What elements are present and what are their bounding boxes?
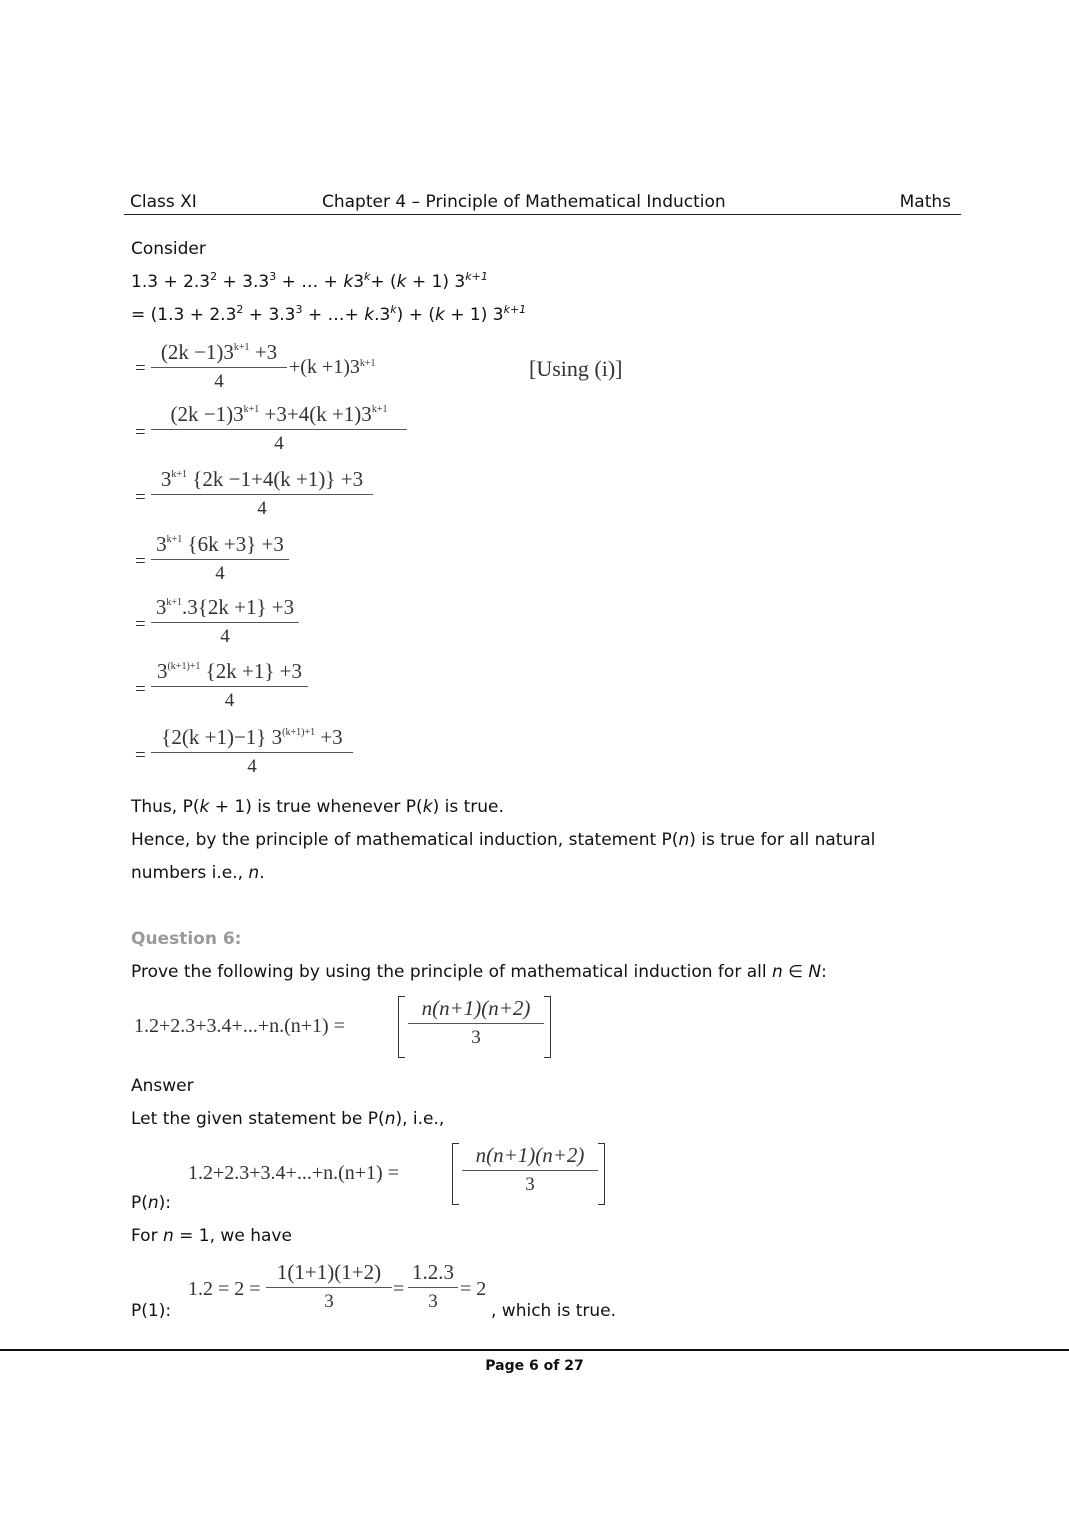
header-class: Class XI [130,192,197,212]
header-chapter: Chapter 4 – Principle of Mathematical Induction [322,192,726,212]
for-n-equals-1: For n = 1, we have [131,1226,292,1246]
consider-label: Consider [131,239,206,259]
pn-label: P(n): [131,1193,172,1213]
page-header [124,190,961,215]
hence-text: Hence, by the principle of mathematical induction, statement P(n) is true for all natural [131,830,876,850]
question-6-label: Question 6: [131,929,242,949]
question-6-prompt: Prove the following by using the principle of mathematical induction for all n ∈ N: [131,962,827,982]
header-subject: Maths [899,192,951,212]
footer-divider [0,1349,1069,1351]
page-number: Page 6 of 27 [485,1358,584,1374]
p1-label: P(1): [131,1301,172,1321]
using-i-note: [Using (i)] [529,356,623,381]
thus-text: Thus, P(k + 1) is true whenever P(k) is true. [131,797,504,817]
p1-tail: , which is true. [491,1301,617,1321]
let-statement: Let the given statement be P(n), i.e., [131,1109,445,1129]
sum-line-2: = ($1.3 + 2.3^2 + 3.3^3$ + …+ $k.3^k) + (k + 1)$ $3^{k+1}$ [131,303,527,325]
sum-line-1: $1.3 + 2.3^2 + 3.3^3$ + … + $k3^k+ (k + 1)$ $3^{k+1}$ [131,270,488,292]
answer-label: Answer [131,1076,194,1096]
numbers-text: numbers i.e., n. [131,863,265,883]
fraction: $(2k -1)3^{k+1} +3$ 4 [151,340,287,393]
